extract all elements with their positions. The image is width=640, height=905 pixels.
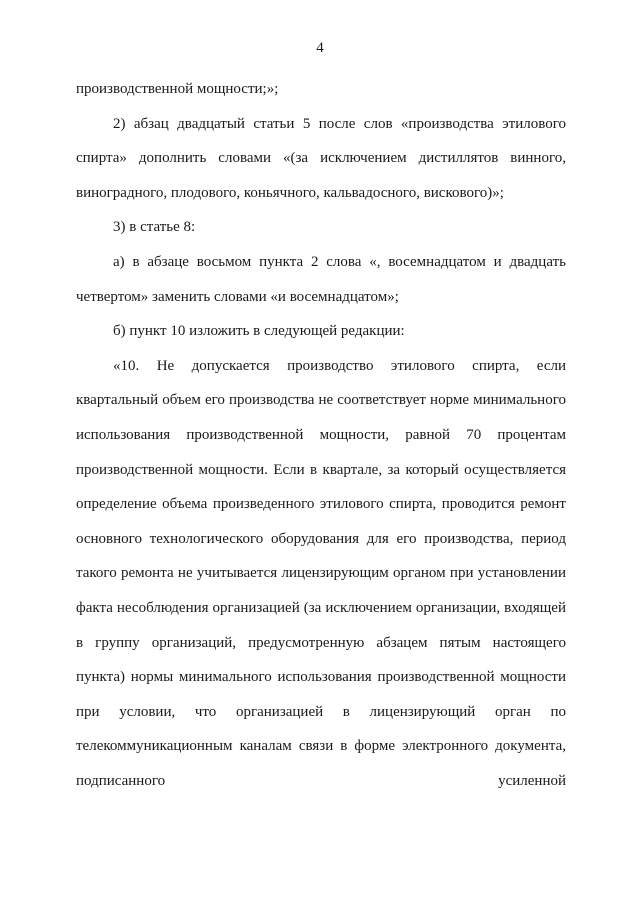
document-body (76, 72, 566, 798)
paragraph-item-3b: б) пункт 10 изложить в следующей редакции: (113, 323, 405, 340)
paragraph-continuation: производственной мощности;»; (76, 81, 279, 97)
paragraph-item-2: 2) абзац двадцатый статьи 5 после слов «производства этилового спирта» дополнить словами «(за исключением дистиллятов винного, виноградного, плодового, коньячного, кальвадосного, вискового)»; (76, 115, 566, 201)
page-number: 4 (316, 40, 324, 56)
paragraph-item-3a: а) в абзаце восьмом пункта 2 слова «, восемнадцатом и двадцать четвертом» заменить словами «и восемнадцатом»; (76, 253, 566, 305)
paragraph-item-3: 3) в статье 8: (113, 219, 196, 236)
paragraph-clause-10: «10. Не допускается производство этилового спирта, если квартальный объем его производства не соответствует норме минимального использования производственной мощности, равной 70 процентам производственной мощности. Если в квартале, за который осуществляется определение объема произведенного этилового спирта, проводится ремонт основного технологического оборудования для его производства, период такого ремонта не учитывается лицензирующим органом при установлении факта несоблюдения организацией (за исключением организации, входящей в группу организаций, предусмотренную абзацем пятым настоящего пункта) нормы минимального использования производственной мощности при условии, что организацией в лицензирующий орган по телекоммуникационным каналам связи в форме электронного документа, подписанного усиленной (76, 357, 566, 789)
